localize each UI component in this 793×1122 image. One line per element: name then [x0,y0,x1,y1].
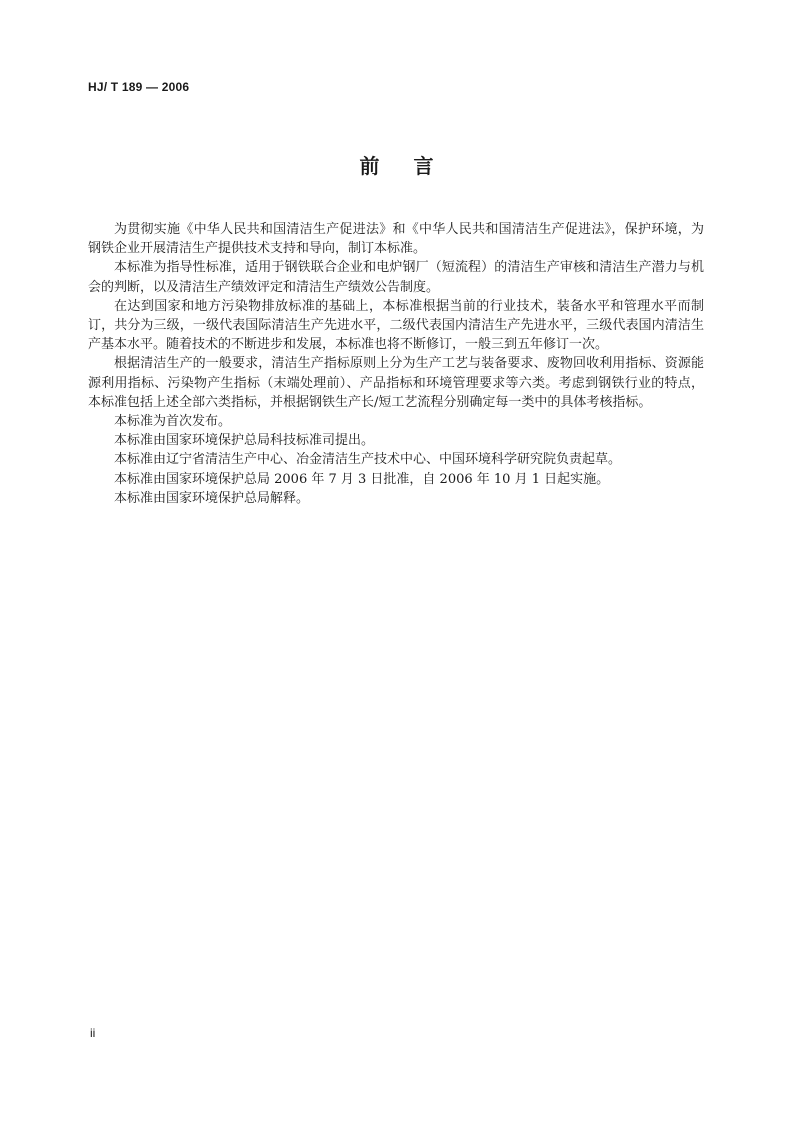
paragraph-approval: 本标准由国家环境保护总局 2006 年 7 月 3 日批准，自 2006 年 10 月 1 日起实施。 [114,471,610,487]
paragraph-interpretation: 本标准由国家环境保护总局解释。 [114,490,310,506]
paragraph-indicators: 根据清洁生产的一般要求，清洁生产指标原则上分为生产工艺与装备要求、废物回收利用指标、资源能源利用指标、污染物产生指标（末端处理前）、产品指标和环境管理要求等六类。考虑到钢铁行业的特点，本标准包括上述全部六类指标，并根据钢铁生产长/短工艺流程分别确定每一类中的具体考核指标。 [88,356,704,410]
page-number: ii [90,1026,96,1040]
paragraph-proposer: 本标准由国家环境保护总局科技标准司提出。 [114,433,375,449]
paragraph-scope: 本标准为指导性标准，适用于钢铁联合企业和电炉钢厂（短流程）的清洁生产审核和清洁生产潜力与机会的判断，以及清洁生产绩效评定和清洁生产绩效公告制度。 [88,260,704,295]
paragraph-first-release: 本标准为首次发布。 [114,414,232,430]
paragraph-purpose: 为贯彻实施《中华人民共和国清洁生产促进法》和《中华人民共和国清洁生产促进法》，保护环境，为钢铁企业开展清洁生产提供技术支持和导向，制订本标准。 [88,222,704,257]
standard-number: HJ/ T 189 — 2006 [88,80,190,94]
paragraph-drafters: 本标准由辽宁省清洁生产中心、冶金清洁生产技术中心、中国环境科学研究院负责起草。 [114,452,622,468]
foreword-body [88,220,704,508]
page-title: 前言 [359,154,468,178]
paragraph-levels: 在达到国家和地方污染物排放标准的基础上，本标准根据当前的行业技术，装备水平和管理水平而制订，共分为三级，一级代表国际清洁生产先进水平，二级代表国内清洁生产先进水平，三级代表国内清洁生产基本水平。随着技术的不断进步和发展，本标准也将不断修订，一般三到五年修订一次。 [88,298,704,353]
